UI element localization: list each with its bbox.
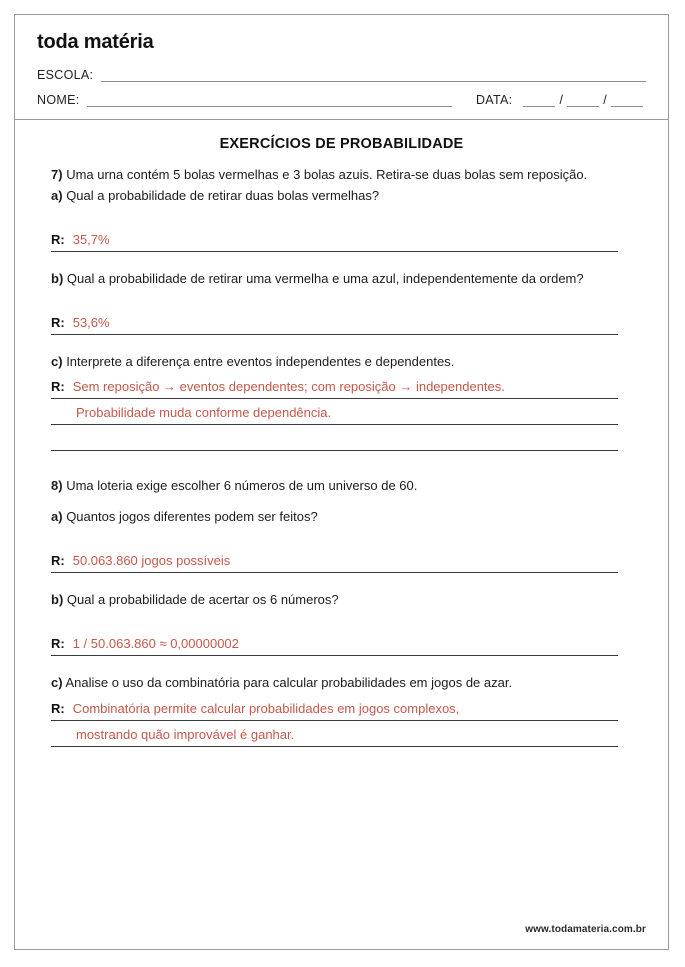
part-text: Quantos jogos diferentes podem ser feitos? — [66, 509, 318, 525]
question-prompt — [51, 477, 644, 496]
answer-label: R: — [51, 231, 65, 247]
answer-line[interactable] — [51, 695, 618, 721]
question-text: Uma loteria exige escolher 6 números de um universo de 60. — [66, 478, 418, 494]
question-number: 8) — [51, 478, 63, 494]
question-prompt — [51, 166, 644, 185]
name-input[interactable] — [87, 95, 451, 107]
question-part-prompt — [51, 508, 644, 527]
date-month-input[interactable] — [567, 95, 599, 107]
worksheet-content — [15, 120, 668, 747]
answer-text: 50.063.860 jogos possíveis — [72, 553, 231, 569]
school-label: ESCOLA: — [37, 68, 94, 82]
date-separator-2: / — [603, 93, 607, 107]
part-text: Interprete a diferença entre eventos independentes e dependentes. — [66, 353, 455, 369]
page-header — [15, 15, 668, 120]
answer-text: Sem reposição → eventos dependentes; com reposição → independentes. — [72, 379, 505, 395]
question-number: 7) — [51, 167, 63, 182]
question-part-prompt — [51, 591, 644, 610]
date-label: DATA: — [475, 93, 513, 107]
answer-label: R: — [51, 314, 65, 330]
part-text: Qual a probabilidade de retirar uma vermelha e uma azul, independentemente da ordem? — [66, 270, 584, 286]
date-separator-1: / — [559, 93, 564, 107]
question-part-prompt — [51, 353, 644, 372]
answer-label: R: — [51, 379, 65, 395]
footer-site-url: www.todamateria.com.br — [525, 924, 646, 935]
answer-line[interactable] — [51, 226, 618, 252]
question-part-prompt — [51, 674, 644, 693]
part-text: Analise o uso da combinatória para calcular probabilidades em jogos de azar. — [65, 674, 513, 690]
part-text: Qual a probabilidade de acertar os 6 números? — [66, 592, 339, 608]
answer-line[interactable] — [51, 309, 618, 335]
part-letter: c) — [51, 353, 63, 369]
page-title: EXERCÍCIOS DE PROBABILIDADE — [219, 136, 464, 152]
answer-line[interactable] — [51, 373, 618, 399]
answer-text: Probabilidade muda conforme dependência. — [76, 405, 332, 421]
question-part-prompt — [51, 187, 644, 206]
name-label: NOME: — [37, 93, 80, 107]
answer-text: 53,6% — [72, 314, 110, 330]
part-letter: a) — [51, 187, 63, 203]
date-field-group — [476, 93, 646, 107]
answer-line-continued[interactable] — [51, 399, 618, 425]
answer-line-continued[interactable] — [51, 721, 618, 747]
question-part-prompt — [51, 270, 644, 289]
answer-text: 35,7% — [72, 231, 110, 247]
answer-line-blank[interactable] — [51, 425, 618, 451]
answer-line[interactable] — [51, 630, 618, 656]
part-letter: c) — [51, 674, 63, 690]
answer-label: R: — [51, 553, 65, 569]
worksheet-page — [14, 14, 669, 950]
part-letter: b) — [51, 270, 64, 286]
answer-line[interactable] — [51, 547, 618, 573]
part-letter: b) — [51, 592, 64, 608]
brand-logo: toda matéria — [37, 31, 154, 53]
answer-text: 1 / 50.063.860 ≈ 0,00000002 — [72, 636, 239, 652]
part-text: Qual a probabilidade de retirar duas bolas vermelhas? — [66, 187, 380, 203]
school-input[interactable] — [101, 70, 646, 82]
answer-text: Combinatória permite calcular probabilidades em jogos complexos, — [72, 700, 460, 716]
answer-text: mostrando quão improvável é ganhar. — [76, 726, 295, 742]
answer-label: R: — [51, 700, 65, 716]
date-day-input[interactable] — [523, 95, 555, 107]
date-year-input[interactable] — [611, 95, 643, 107]
question-text: Uma urna contém 5 bolas vermelhas e 3 bolas azuis. Retira-se duas bolas sem reposição. — [66, 167, 588, 182]
name-date-field-row — [37, 93, 646, 107]
part-letter: a) — [51, 509, 63, 525]
answer-label: R: — [51, 636, 65, 652]
school-field-row — [37, 68, 646, 82]
